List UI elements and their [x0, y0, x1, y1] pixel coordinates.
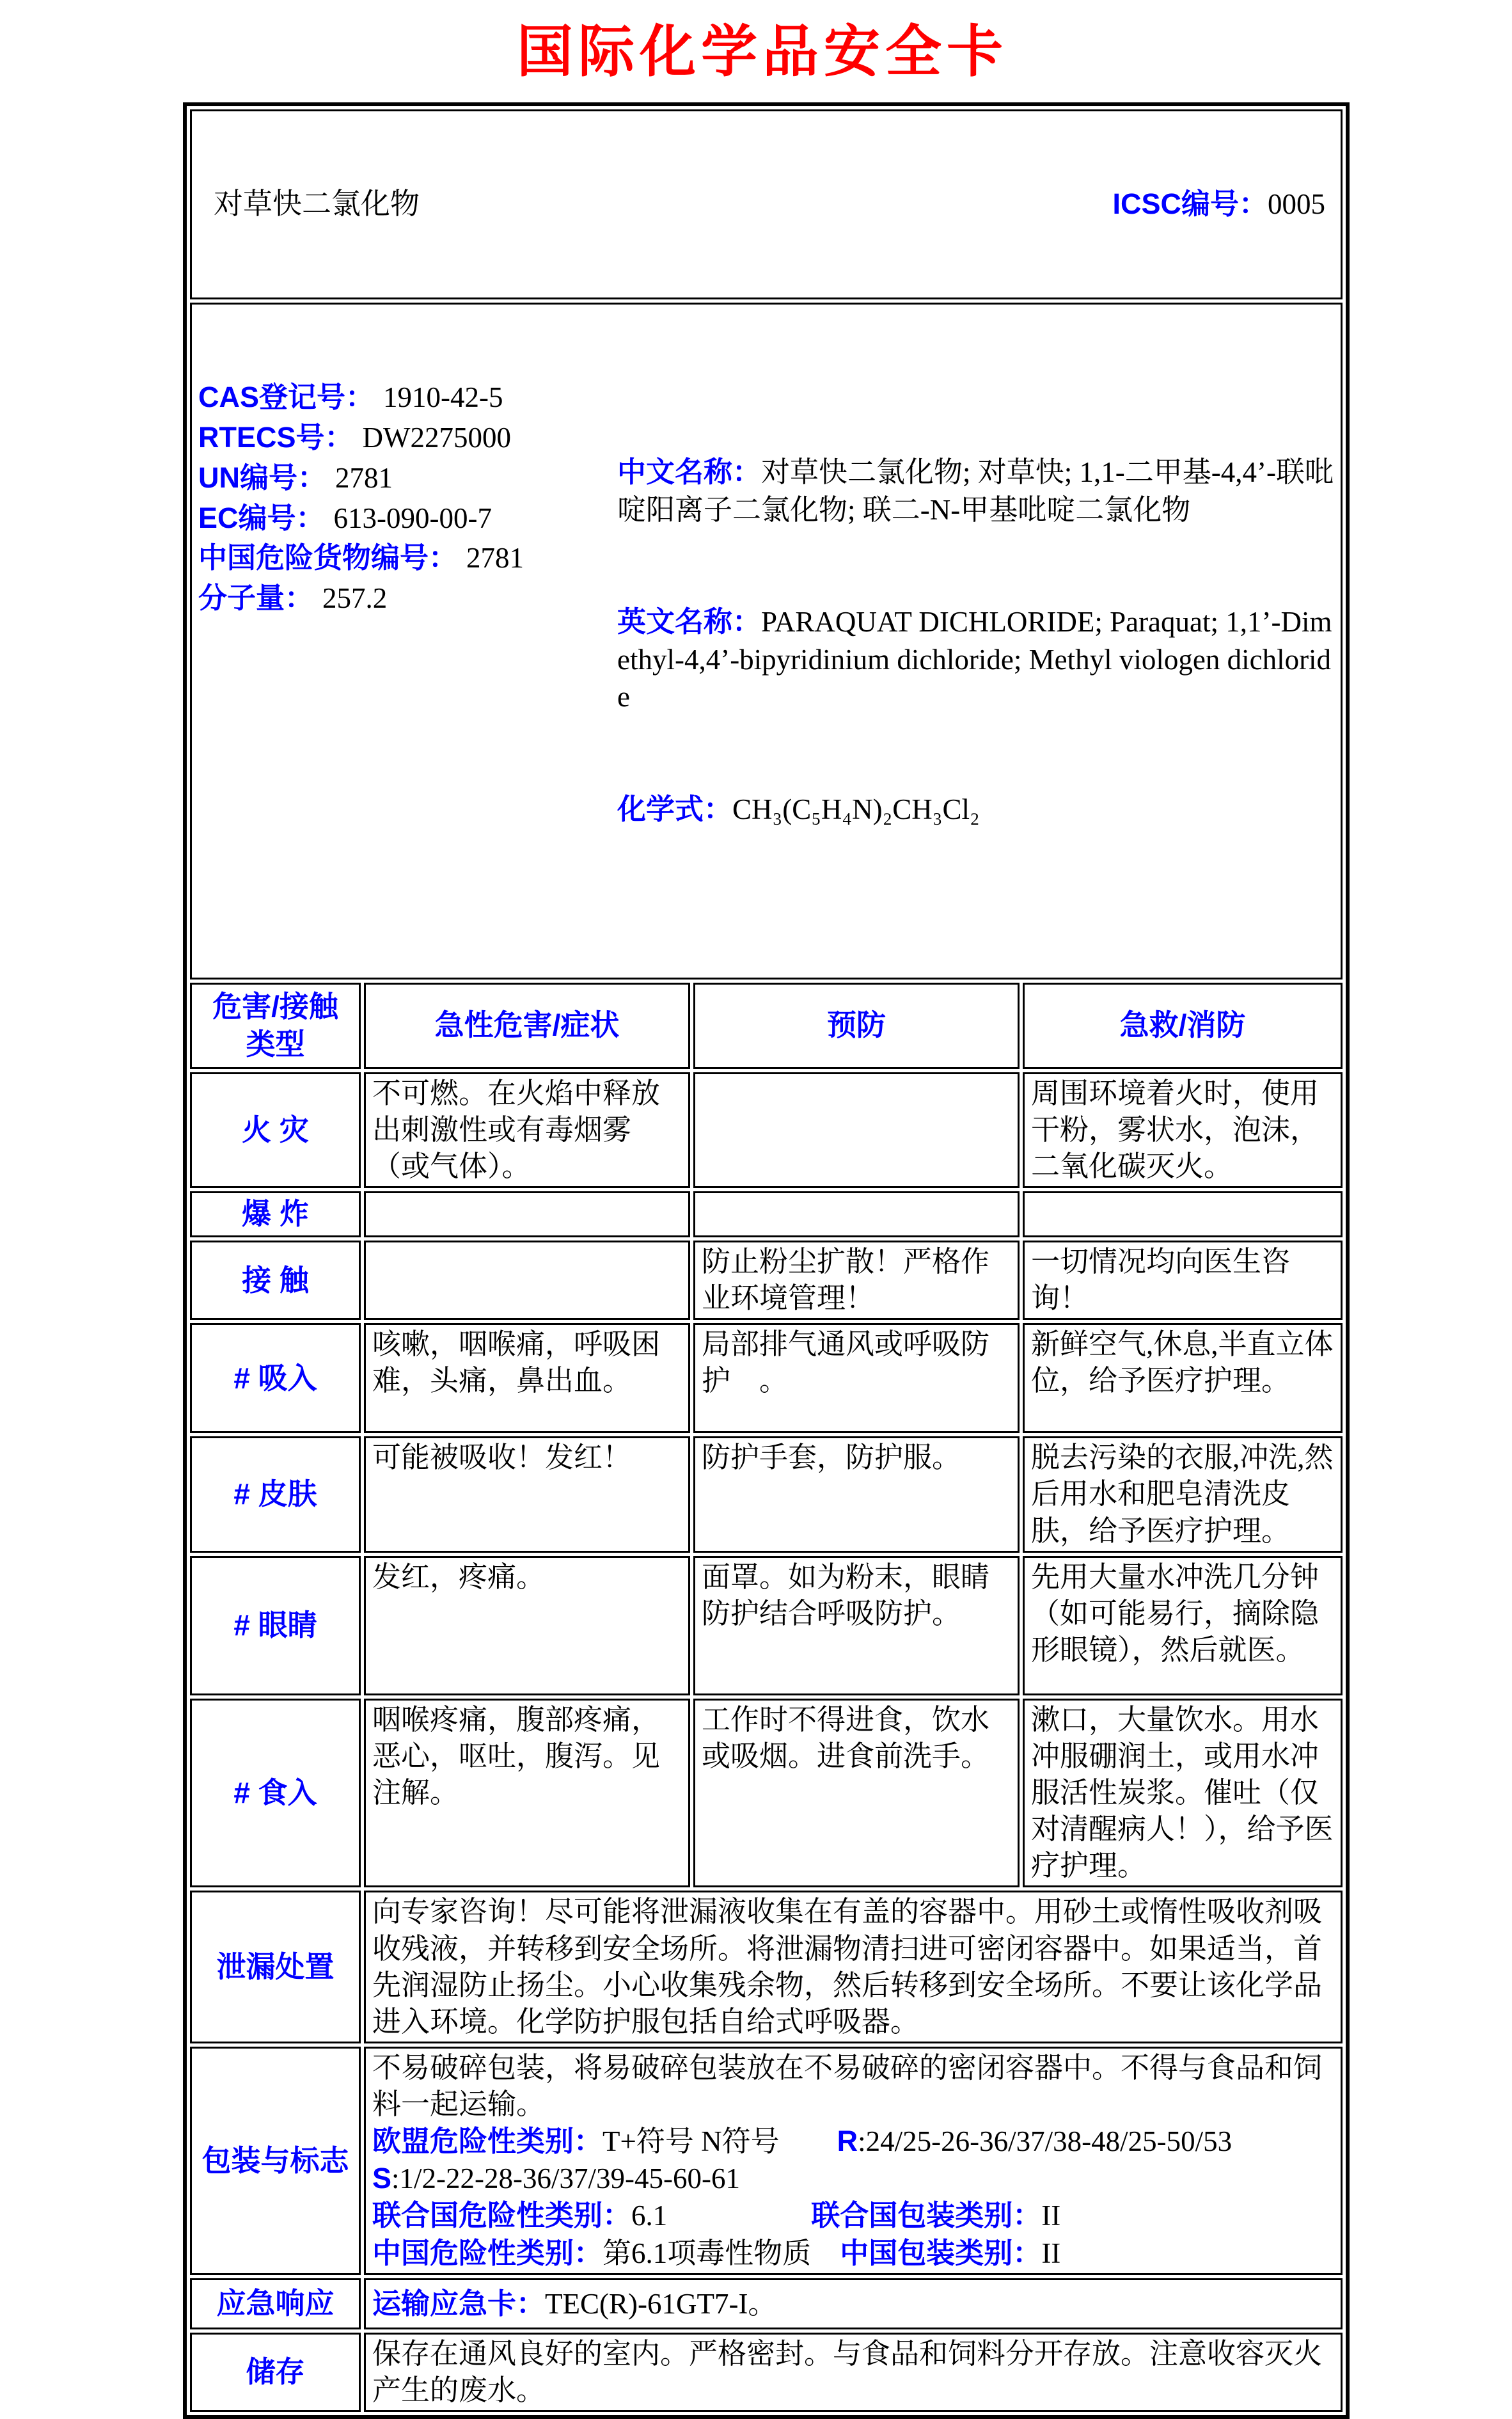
- hazard-table-header-row: [190, 983, 1343, 1069]
- rich-text-line: S:1/2-22-28-36/37/39-45-60-61: [372, 2162, 740, 2195]
- card-header-row: [190, 109, 1343, 299]
- hazard-row-eyes-first-aid: 先用大量水冲洗几分钟（如可能易行，摘除隐形眼镜），然后就医。: [1023, 1556, 1343, 1695]
- icsc-card-table: [183, 102, 1350, 2419]
- hazard-row-skin-first-aid: 脱去污染的衣服,冲洗,然后用水和肥皂清洗皮肤，给予医疗护理。: [1023, 1436, 1343, 1552]
- storage-label: 储存: [190, 2333, 361, 2412]
- hazard-row-fire-prevention: [693, 1072, 1020, 1188]
- chemical-name: 对草快二氯化物: [214, 187, 420, 221]
- hazard-row-contact-label: 接 触: [190, 1241, 361, 1320]
- hazard-row-ingestion-label: # 食入: [190, 1699, 361, 1888]
- identifier-cas: CAS登记号： 1910-42-5: [198, 381, 503, 414]
- chemical-formula: CH₃(C₅H₄N)₂CH₃Cl₂: [732, 793, 980, 825]
- hazard-row-explosion: [190, 1191, 1343, 1237]
- hazard-row-inhalation-first-aid: 新鲜空气,休息,半直立体位，给予医疗护理。: [1023, 1323, 1343, 1433]
- storage-row: [190, 2333, 1343, 2412]
- hazard-row-skin: [190, 1436, 1343, 1552]
- rich-text-line: 欧盟危险性类别：T+符号 N符号 R:24/25-26-36/37/38-48/25-50/53: [372, 2125, 1232, 2158]
- hazard-row-contact-first-aid: 一切情况均向医生咨询！: [1023, 1241, 1343, 1320]
- transport-card-value: TEC(R)-61GT7-I。: [545, 2287, 777, 2320]
- rich-text-line: 中国危险性类别：第6.1项毒性物质 中国包装类别：II: [372, 2236, 1061, 2269]
- identification-row: [190, 303, 1343, 979]
- page-title: 国际化学品安全卡: [516, 22, 1008, 84]
- hazard-row-eyes-label: # 眼睛: [190, 1556, 361, 1695]
- hazard-row-contact: [190, 1241, 1343, 1320]
- identification-cell: [190, 303, 1343, 979]
- packaging-content: [364, 2047, 1343, 2275]
- hazard-row-explosion-prevention: [693, 1191, 1020, 1237]
- column-header-type: 危害/接触类型: [190, 983, 361, 1069]
- rich-text-line: 联合国危险性类别：6.1 联合国包装类别：II: [372, 2199, 1061, 2232]
- column-header-prevention: 预防: [693, 983, 1020, 1069]
- spill-disposal-text: 向专家咨询！尽可能将泄漏液收集在有盖的容器中。用砂土或惰性吸收剂吸收残液，并转移到安全场所。将泄漏物清扫进可密闭容器中。如果适当，首先润湿防止扬尘。小心收集残余物，然后转移到安全场所。不要让该化学品进入环境。化学防护服包括自给式呼吸器。: [364, 1891, 1343, 2043]
- identifier-list: [198, 379, 617, 617]
- hazard-row-eyes-symptoms: 发红，疼痛。: [364, 1556, 690, 1695]
- icsc-label: ICSC编号：: [1112, 187, 1268, 221]
- icsc-number-group: [1113, 186, 1335, 223]
- hazard-row-eyes-prevention: 面罩。如为粉末，眼睛防护结合呼吸防护。: [693, 1556, 1020, 1695]
- icsc-document-page: [0, 18, 1512, 2406]
- hazard-row-ingestion-symptoms: 咽喉疼痛，腹部疼痛，恶心，呕吐，腹泻。见注解。: [364, 1699, 690, 1888]
- card-header-cell: [190, 109, 1343, 299]
- hazard-row-contact-symptoms: [364, 1241, 690, 1320]
- hazard-row-fire-label: 火 灾: [190, 1072, 361, 1188]
- hazard-row-skin-label: # 皮肤: [190, 1436, 361, 1552]
- spill-disposal-row: [190, 1891, 1343, 2043]
- emergency-response-label: 应急响应: [190, 2278, 361, 2329]
- spill-disposal-label: 泄漏处置: [190, 1891, 361, 2043]
- column-header-symptoms: 急性危害/症状: [364, 983, 690, 1069]
- chinese-names-line: 中文名称：对草快二氯化物; 对草快; 1,1-二甲基-4,4’-联吡啶阳离子二氯化物; 联二-N-甲基吡啶二氯化物: [617, 456, 1334, 526]
- packaging-label: 包装与标志: [190, 2047, 361, 2275]
- emergency-response-content: [364, 2278, 1343, 2329]
- storage-text: 保存在通风良好的室内。严格密封。与食品和饲料分开存放。注意收容灭火产生的废水。: [364, 2333, 1343, 2412]
- identifier-ec: EC编号： 613-090-00-7: [198, 501, 492, 534]
- hazard-row-ingestion-first-aid: 漱口，大量饮水。用水冲服硼润土，或用水冲服活性炭浆。催吐（仅对清醒病人！），给予医疗护理。: [1023, 1699, 1343, 1888]
- hazard-row-explosion-symptoms: [364, 1191, 690, 1237]
- hazard-row-inhalation-prevention: 局部排气通风或呼吸防护 。: [693, 1323, 1020, 1433]
- hazard-row-fire-symptoms: 不可燃。在火焰中释放出刺激性或有毒烟雾（或气体）。: [364, 1072, 690, 1188]
- identifier-rtecs: RTECS号： DW2275000: [198, 421, 511, 454]
- hazard-row-contact-prevention: 防止粉尘扩散！严格作业环境管理！: [693, 1241, 1020, 1320]
- hazard-row-inhalation-symptoms: 咳嗽，咽喉痛，呼吸困难，头痛，鼻出血。: [364, 1323, 690, 1433]
- identifier-molecular-weight: 分子量： 257.2: [198, 582, 388, 615]
- hazard-row-ingestion: [190, 1699, 1343, 1888]
- icsc-number: 0005: [1268, 188, 1326, 221]
- english-names-line: 英文名称：PARAQUAT DICHLORIDE; Paraquat; 1,1’-Dimethyl-4,4’-bipyridinium dichloride; Methyl viologen dichloride: [617, 605, 1332, 713]
- name-list: [617, 379, 1334, 903]
- identifier-un: UN编号： 2781: [198, 461, 393, 494]
- rich-text-line: 不易破碎包装，将易破碎包装放在不易破碎的密闭容器中。不得与食品和饲料一起运输。: [372, 2051, 1323, 2121]
- hazard-row-inhalation-label: # 吸入: [190, 1323, 361, 1433]
- hazard-row-fire: [190, 1072, 1343, 1188]
- hazard-row-skin-prevention: 防护手套，防护服。: [693, 1436, 1020, 1552]
- hazard-row-ingestion-prevention: 工作时不得进食，饮水或吸烟。进食前洗手。: [693, 1699, 1020, 1888]
- transport-card-label: 运输应急卡：: [372, 2287, 546, 2320]
- hazard-row-fire-first-aid: 周围环境着火时，使用干粉，雾状水，泡沫，二氧化碳灭火。: [1023, 1072, 1343, 1188]
- formula-line: 化学式：CH₃(C₅H₄N)₂CH₃Cl₂: [617, 792, 980, 825]
- hazard-row-explosion-first-aid: [1023, 1191, 1343, 1237]
- hazard-row-explosion-label: 爆 炸: [190, 1191, 361, 1237]
- hazard-row-inhalation: [190, 1323, 1343, 1433]
- identifier-china-dg: 中国危险货物编号： 2781: [198, 541, 524, 575]
- packaging-row: [190, 2047, 1343, 2275]
- hazard-row-skin-symptoms: 可能被吸收！发红！: [364, 1436, 690, 1552]
- hazard-row-eyes: [190, 1556, 1343, 1695]
- emergency-response-row: [190, 2278, 1343, 2329]
- column-header-first-aid: 急救/消防: [1023, 983, 1343, 1069]
